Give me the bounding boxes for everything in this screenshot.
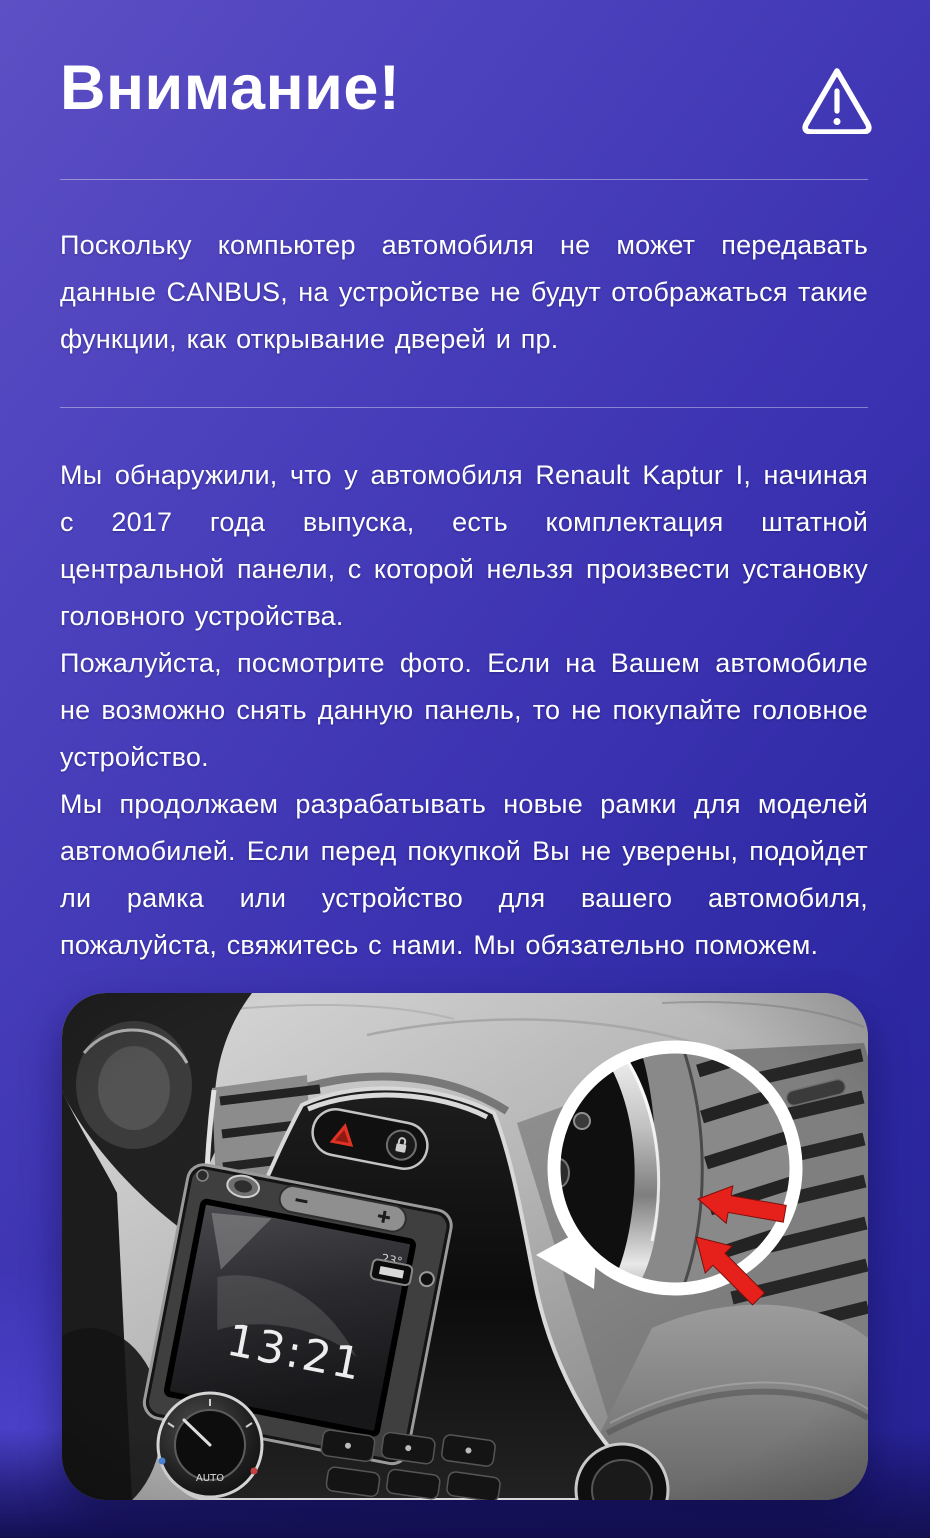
divider-top: [60, 179, 868, 180]
paragraph-kaptur: Мы обнаружили, что у автомобиля Renault Kaptur I, начиная с 2017 года выпуска, есть комплектация штатной центральной панели, с которой нельзя произвести установку головного устройства.: [60, 460, 868, 631]
divider-middle: [60, 407, 868, 408]
kaptur-paragraph-block: [60, 452, 868, 969]
canbus-paragraph-block: [60, 222, 868, 363]
paragraph-canbus: Поскольку компьютер автомобиля не может передавать данные CANBUS, на устройстве не будут отображаться такие функции, как открывание дверей и пр.: [60, 230, 868, 354]
page-title: Внимание!: [60, 53, 401, 123]
paragraph-photo-note: Пожалуйста, посмотрите фото. Если на Вашем автомобиле не возможно снять данную панель, то не покупайте головное устройство.: [60, 648, 868, 772]
warning-triangle-icon: [799, 64, 875, 139]
dashboard-photo: [62, 993, 868, 1500]
photo-vignette: [62, 993, 868, 1500]
paragraph-frames: Мы продолжаем разрабатывать новые рамки для моделей автомобилей. Если перед покупкой Вы не уверены, подойдет ли рамка или устройство для вашего автомобиля, пожалуйста, свяжитесь с нами. Мы обязательно поможем.: [60, 789, 868, 960]
